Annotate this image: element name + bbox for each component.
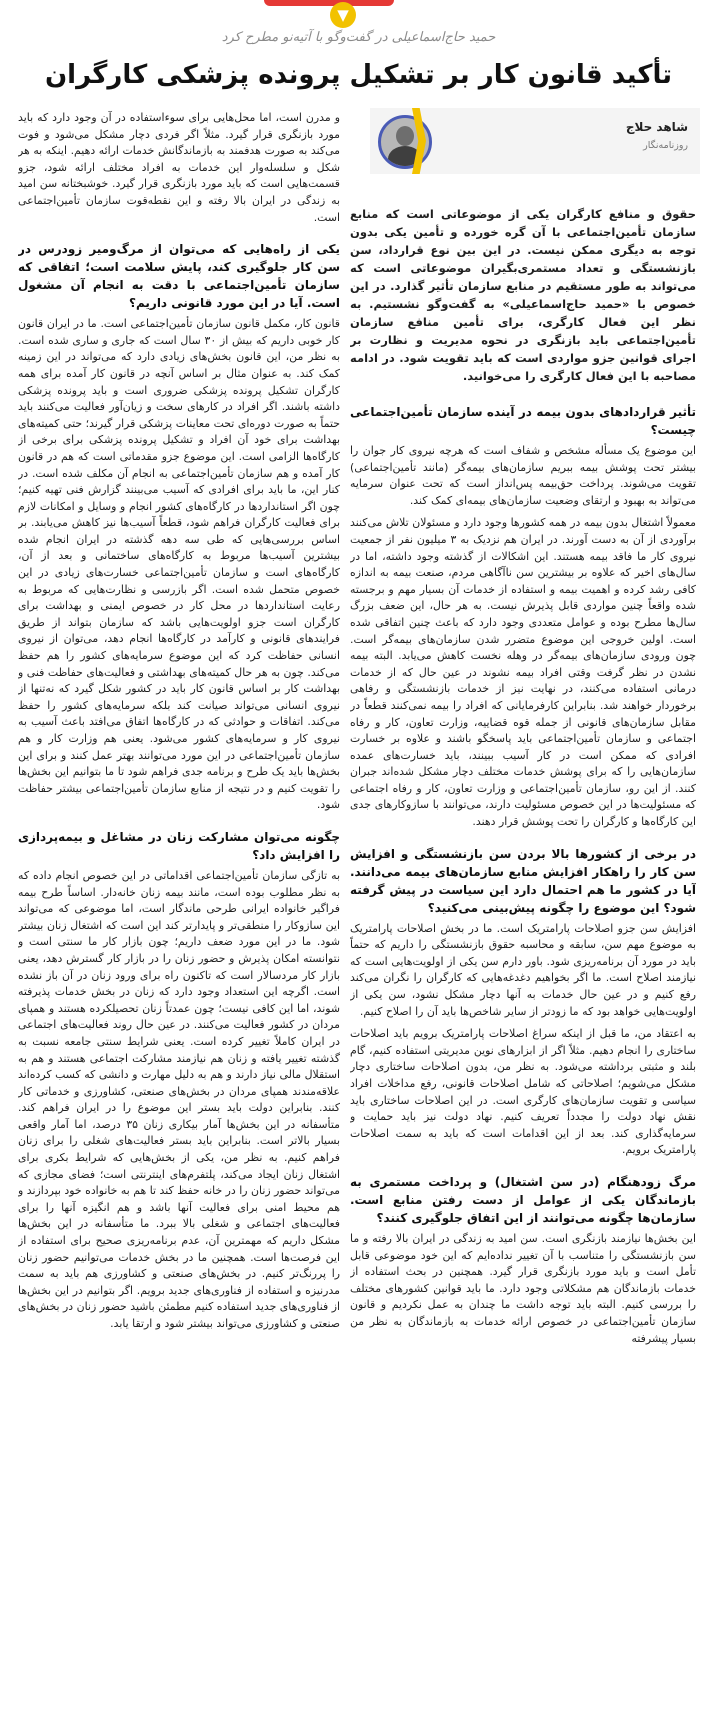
question-heading: مرگ زودهنگام (در سن اشتغال) و پرداخت مستمری به بازماندگان یکی از عوامل از دست رفتن منابع است. سازمان‌ها چگونه می‌توانند از این اتفاق جلوگیری کنند؟ [350, 1174, 696, 1225]
author-card [370, 108, 700, 174]
chevron-down-icon: ▼ [330, 2, 356, 28]
question-heading: تأثیر قراردادهای بدون بیمه در آینده سازمان تأمین‌اجتماعی چیست؟ [350, 405, 696, 437]
top-accent-tab [264, 0, 394, 6]
answer-paragraph: قانون کار، مکمل قانون سازمان تأمین‌اجتماعی است. ما در ایران قانون کار خوبی داریم که بیش از ۳۰ سال است که جاری و ساری شده است. به نظر من، این قانون بخش‌های زیادی دارد که می‌تواند در این زمینه کمک کند. به عنوان مثال بر اساس آنچه در قانون کار آمده برای همه کارگران تشکیل پرونده پزشکی ضروری است و باید پرونده پزشکی داشته باشند. اگر افراد در کارهای سخت و زیان‌آور فعالیت می‌کنند باید حتماً به صورت دوره‌ای تحت معاینات پزشکی قرار گیرند؛ حتی کمیته‌های بهداشت برای خود آن افراد و تشکیل پرونده پزشکی برای برخی از کارگاه‌ها الزامی است. این موضوع جزو مقدماتی است که هم در قانون کار آمده و هم سازمان تأمین‌اجتماعی به انجام آن مکلف شده است. در کنار این، ما باید برای افرادی که آسیب می‌بینند گزارش فنی تهیه کنیم؛ چون اگر استانداردها در کارگاه‌های کشور انجام و وسایل و امکانات لازم برای فعالیت کارگران فراهم شود، قطعاً آسیب‌ها نیز کاهش می‌یابند. بر اساس بررسی‌هایی که طی سه دهه گذشته در ایران انجام شده بیشترین آسیب‌ها مربوط به کارگاه‌های ساختمانی و بعد از آن، کارگاه‌های است و سازمان تأمین‌اجتماعی خسارت‌های زیادی در این خصوص متحمل شده است. اگر بازرسی و نظارت‌هایی که مربوط به رعایت استانداردها در محل کار در خصوص ایمنی و بهداشت برای کارگران است جزو اولویت‌هایی باشد که سازمان بتواند از طریق فرایندهای قانونی و کارآمد در کارگاه‌ها انجام دهد، می‌توان از نیروی انسانی حفاظت کرد که این موضوع سرمایه‌های کشور را هم حفظ می‌کند. چون به هر حال کمیته‌های بهداشتی و فعالیت‌های حفاظت فنی و بهداشت کار بر اساس قانون کار باید در کشور شکل گیرد که نه‌تنها از نیروی انسانی می‌تواند صیانت کند بلکه سرمایه‌های کشور را حفظ می‌کند. اتفاقات و حوادثی که در کارگاه‌ها اتفاق می‌افتد باعث آسیب به نیروی کار و سرمایه‌های کشور می‌شود. یعنی هم وزارت کار و هم سازمان تأمین‌اجتماعی در این مورد می‌توانند بهتر عمل کنند و برای این بخش‌ها باید یک طرح و برنامه جدی فراهم شود تا ما بتوانیم این بخش‌ها را تقویت کنیم و در نتیجه از منابع سازمان تأمین‌اجتماعی بیشتر حفاظت شود. [18, 317, 340, 812]
question-heading: در برخی از کشورها بالا بردن سن بازنشستگی و افزایش سن کار را راهکار افزایش منابع سازمان‌های بیمه می‌دانند. آیا در کشور ما هم احتمال دارد این سیاست در پیش گرفته شود؟ این موضوع را چگونه پیش‌بینی می‌کنید؟ [350, 846, 696, 915]
answer-paragraph: این موضوع یک مسأله مشخص و شفاف است که هرچه نیروی کار جوان را بیشتر تحت پوشش بیمه ببریم سازمان‌های بیمه‌گر (مانند تأمین‌اجتماعی) تقویت می‌شوند. پرداخت حق‌بیمه پس‌انداز است که تحت عنوان سرمایه می‌تواند به بهبود و ارتقای وضعیت سازمان‌های بیمه‌ای کمک کند. [350, 444, 696, 507]
left-column [18, 110, 340, 1710]
answer-paragraph: این بخش‌ها نیازمند بازنگری است. سن امید به زندگی در ایران بالا رفته و ما سن بازنشستگی را متناسب با آن تغییر نداده‌ایم که این خود موضوعی قابل تأمل است و باید مورد بازنگری قرار گیرد. همچنین در بحث استفاده از خدمات بازماندگان هم مشکلاتی وجود دارد. ما باید قوانین کشورهای مختلف را بررسی کنیم. البته باید توجه داشت ما چندان به عمل نکردیم و قانون سازمان تأمین‌اجتماعی در خصوص ارائه خدمات به بازماندگان به نظر من بسیار پیشرفته [350, 1231, 696, 1345]
answer-paragraph: به تازگی سازمان تأمین‌اجتماعی اقداماتی در این خصوص انجام داده که به نظر مطلوب بوده است، مانند بیمه زنان خانه‌دار. اساساً طرح بیمه فراگیر خانواده ایرانی طرحی ماندگار است، اما موضوعی که می‌تواند این سازوکار را منطقی‌تر و پایدارتر کند این است که اشتغال زنان بیشتر شود. ما در این مورد ضعف داریم؛ چون بازار کار ما سنتی است و نتوانسته امکان پذیرش و حضور زنان را در بازار کار گسترش دهد، یعنی بازار کار مردسالار است که تاکنون راه برای ورود زنان در آن باز نشده است. اگرچه این استعداد وجود دارد که زنان در بخش خدمات پذیرفته شوند، اما این کافی نیست؛ چون عمدتاً زنان تحصیلکرده هستند و همپای مردان در کشور فعالیت می‌کنند. در عین حال روند فعالیت‌های اجتماعی در ایران کاملاً تغییر کرده است. یعنی شرایط سنتی جامعه نسبت به گذشته تغییر یافته و زنان هم نیازمند مشارکت اجتماعی هستند و هم به استقلال مالی نیاز دارند و هم به دلیل مهارت و دانشی که کسب کرده‌اند علاقه‌مندند همپای مردان در بخش‌های صنعتی، کشاورزی و خدماتی کار کنند. بنابراین دولت باید بستر این موضوع را در ایران فراهم کند. متأسفانه در این بخش‌ها آمار بیکاری زنان ۳۵ درصد، اما آمار واقعی بسیار بالاتر است. بنابراین باید بستر فعالیت‌های شغلی را برای زنان فراهم کنیم. به نظر من، یکی از بخش‌هایی که شرایط بکری برای اشتغال زنان ایجاد می‌کند، پلتفرم‌های اینترنتی است؛ فضای مجازی که می‌تواند حضور زنان را در خانه حفظ کند تا هم به خانواده خود بپردازند و هم محیط امنی برای فعالیت آنها باشد و هم انگیزه آنها را برای فعالیت‌های اجتماعی و شغلی بالا ببرد. ما متأسفانه در این بخش‌ها مشکل داریم که مهمترین آن، عدم برنامه‌ریزی صحیح برای استفاده از این فرصت‌ها است. همچنین ما در بخش خدمات می‌توانیم حضور زنان را پررنگ‌تر کنیم. در بخش‌های صنعتی و کشاورزی هم باید به سمت مدرنیزه و استفاده از فناوری‌های جدید برویم. اگر بتوانیم در این بخش‌ها از فناوری‌های جدید استفاده کنیم مطمئن باشید حضور زنان در بخش‌های صنعتی و کشاورزی می‌تواند بیشتر شود و ارتقا یابد. [18, 868, 340, 1330]
answer-paragraph: افزایش سن جزو اصلاحات پارامتریک است. ما در بخش اصلاحات پارامتریک به موضوع مهم سن، سابقه و محاسبه حقوق بازنشستگی را داریم که حتماً باید در مورد آن برنامه‌ریزی شود. باور دارم سن یکی از اولویت‌هایی است که نیازمند اصلاح است. ما اگر بخواهیم دغدغه‌هایی که کارگران را نگران می‌کند رفع کنیم و در عین حال خدمات به آنها دچار مشکل نشود، سن یکی از اولویت‌هایی خواهد بود که ما زودتر از سایر شاخص‌ها باید آن را اصلاح کنیم. [350, 921, 696, 1018]
author-name: شاهد حلاج [625, 120, 688, 134]
article-kicker: حمید حاج‌اسماعیلی در گفت‌وگو با آتیه‌نو مطرح کرد [221, 30, 496, 45]
right-column [350, 205, 696, 1710]
question-heading: چگونه می‌توان مشارکت زنان در مشاغل و بیمه‌پردازی را افزایش داد؟ [18, 829, 340, 862]
article-headline: تأکید قانون کار بر تشکیل پرونده پزشکی کارگران [44, 60, 673, 90]
author-role: روزنامه‌نگار [643, 140, 688, 151]
question-heading: یکی از راه‌هایی که می‌توان از مرگ‌ومیر زودرس در سن کار جلوگیری کند، پایش سلامت است؛ اتفاقی که سازمان تأمین‌اجتماعی با دقت به انجام آن مشغول است. آیا در این مورد قانونی داریم؟ [18, 242, 340, 311]
answer-paragraph: معمولاً اشتغال بدون بیمه در همه کشورها وجود دارد و مسئولان تلاش می‌کنند برآوردی از آن به دست آورند. در ایران هم نزدیک به ۳ میلیون نفر از جمعیت نیروی کار ما فاقد بیمه هستند. این اشکالات از گذشته وجود داشته، اما در سال‌های اخیر که علاوه بر بیشترین سن ناآگاهی مردم، صنعت بیمه به اندازه کافی رشد کرده و اهمیت بیمه و استفاده از خدمات آن بسیار مهم و برجسته شده واقعاً چنین مواردی قابل پذیرش نیست. به هر حال، این ضعف بزرگ سال‌ها مطرح بوده و عوامل متعددی وجود دارد که باعث چنین اتفاقی شده است. اولین خروجی این موضوع متضرر شدن سازمان‌های بیمه‌گر است. چون ورودی سازمان‌های بیمه‌گر در وهله نخست کاهش می‌یابد. البته بیمه نشدن در نظر گرفت وقتی افراد بیمه نشوند در عین حال که از خدمات درمانی استفاده می‌کنند، در نهایت نیز از خدمات بازنشستگی و رفاهی برخوردار خواهند شد. بنابراین کارفرمایانی که افراد را بیمه نمی‌کنند قطعاً در مقابل سازمان‌های قانونی از جمله قوه قضاییه، وزارت تعاون، کار و رفاه اجتماعی و سازمان تأمین‌اجتماعی باید پاسخگو باشند و علاوه بر خسارت افرادی که ممکن است در کار آسیب ببینند، باید خسارت‌های عمده سازمان‌هایی را که برای پوشش خدمات مختلف دچار مشکل شده‌اند جبران کنند. از این رو، سازمان تأمین‌اجتماعی و وزارت تعاون، کار و رفاه اجتماعی که مسئولیت‌ها در این خصوص مسئولیت دارند، می‌توانند با سازوکارهای جدی این کارگاه‌ها و کارگران را تحت پوشش قرار دهند. [350, 516, 696, 829]
answer-paragraph: به اعتقاد من، ما قبل از اینکه سراغ اصلاحات پارامتریک برویم باید اصلاحات ساختاری را انجام دهیم. مثلاً اگر از ابزارهای نوین مدیریتی استفاده کنیم، گام بلند و مثبتی برداشته می‌شود. به نظر من، بدون اصلاحات ساختاری دچار مشکل می‌شویم؛ اصلاحاتی که شامل اصلاحات قانونی، رفع مداخلات افراد سیاسی و تقویت سازمان‌های کارگری است. در این اصلاحات ساختاری باید نقش نهاد دولت را مجدداً تعریف کنیم. نهاد دولت نیز باید حمایت و سرمایه‌گذاری کند. بعد از این اقدامات است که باید به سمت اصلاحات پارامتریک برویم. [350, 1027, 696, 1157]
lead-paragraph: حقوق و منافع کارگران یکی از موضوعاتی است که منابع سازمان تأمین‌اجتماعی با آن گره خورده و تأمین یکی بدون توجه به دیگری ممکن نیست. در این بین نوع قرارداد، سن بازنشستگی و تعداد مستمری‌بگیران موضوعاتی است که می‌تواند به طور مستقیم در منابع سازمان تأثیر گذارد. در این خصوص با «حمید حاج‌اسماعیلی» به گفت‌وگو نشستیم. به نظر این فعال کارگری، برای تأمین منافع سازمان تأمین‌اجتماعی باید بازنگری در نحوه مدیریت و نظارت بر اجرای قوانین جزو مواردی است که باید تقویت شود. در ادامه مصاحبه با این فعال کارگری را می‌خوانید. [350, 207, 696, 383]
answer-paragraph: و مدرن است، اما محل‌هایی برای سوءاستفاده در آن وجود دارد که باید مورد بازنگری قرار گیرد. مثلاً اگر فردی دچار مشکل می‌شود و فوت می‌کند به صورت هدفمند به بازماندگانش خدمات ارائه دهیم. اینکه به هر شکل و سلسله‌وار این خدمات به افراد مختلف ارائه شود، جزو قسمت‌هایی است که باید مورد بازنگری قرار گیرد. خوشبختانه سن امید به زندگی در ایران بالا رفته و این نقطه‌قوت سازمان تأمین‌اجتماعی است. [18, 111, 340, 224]
